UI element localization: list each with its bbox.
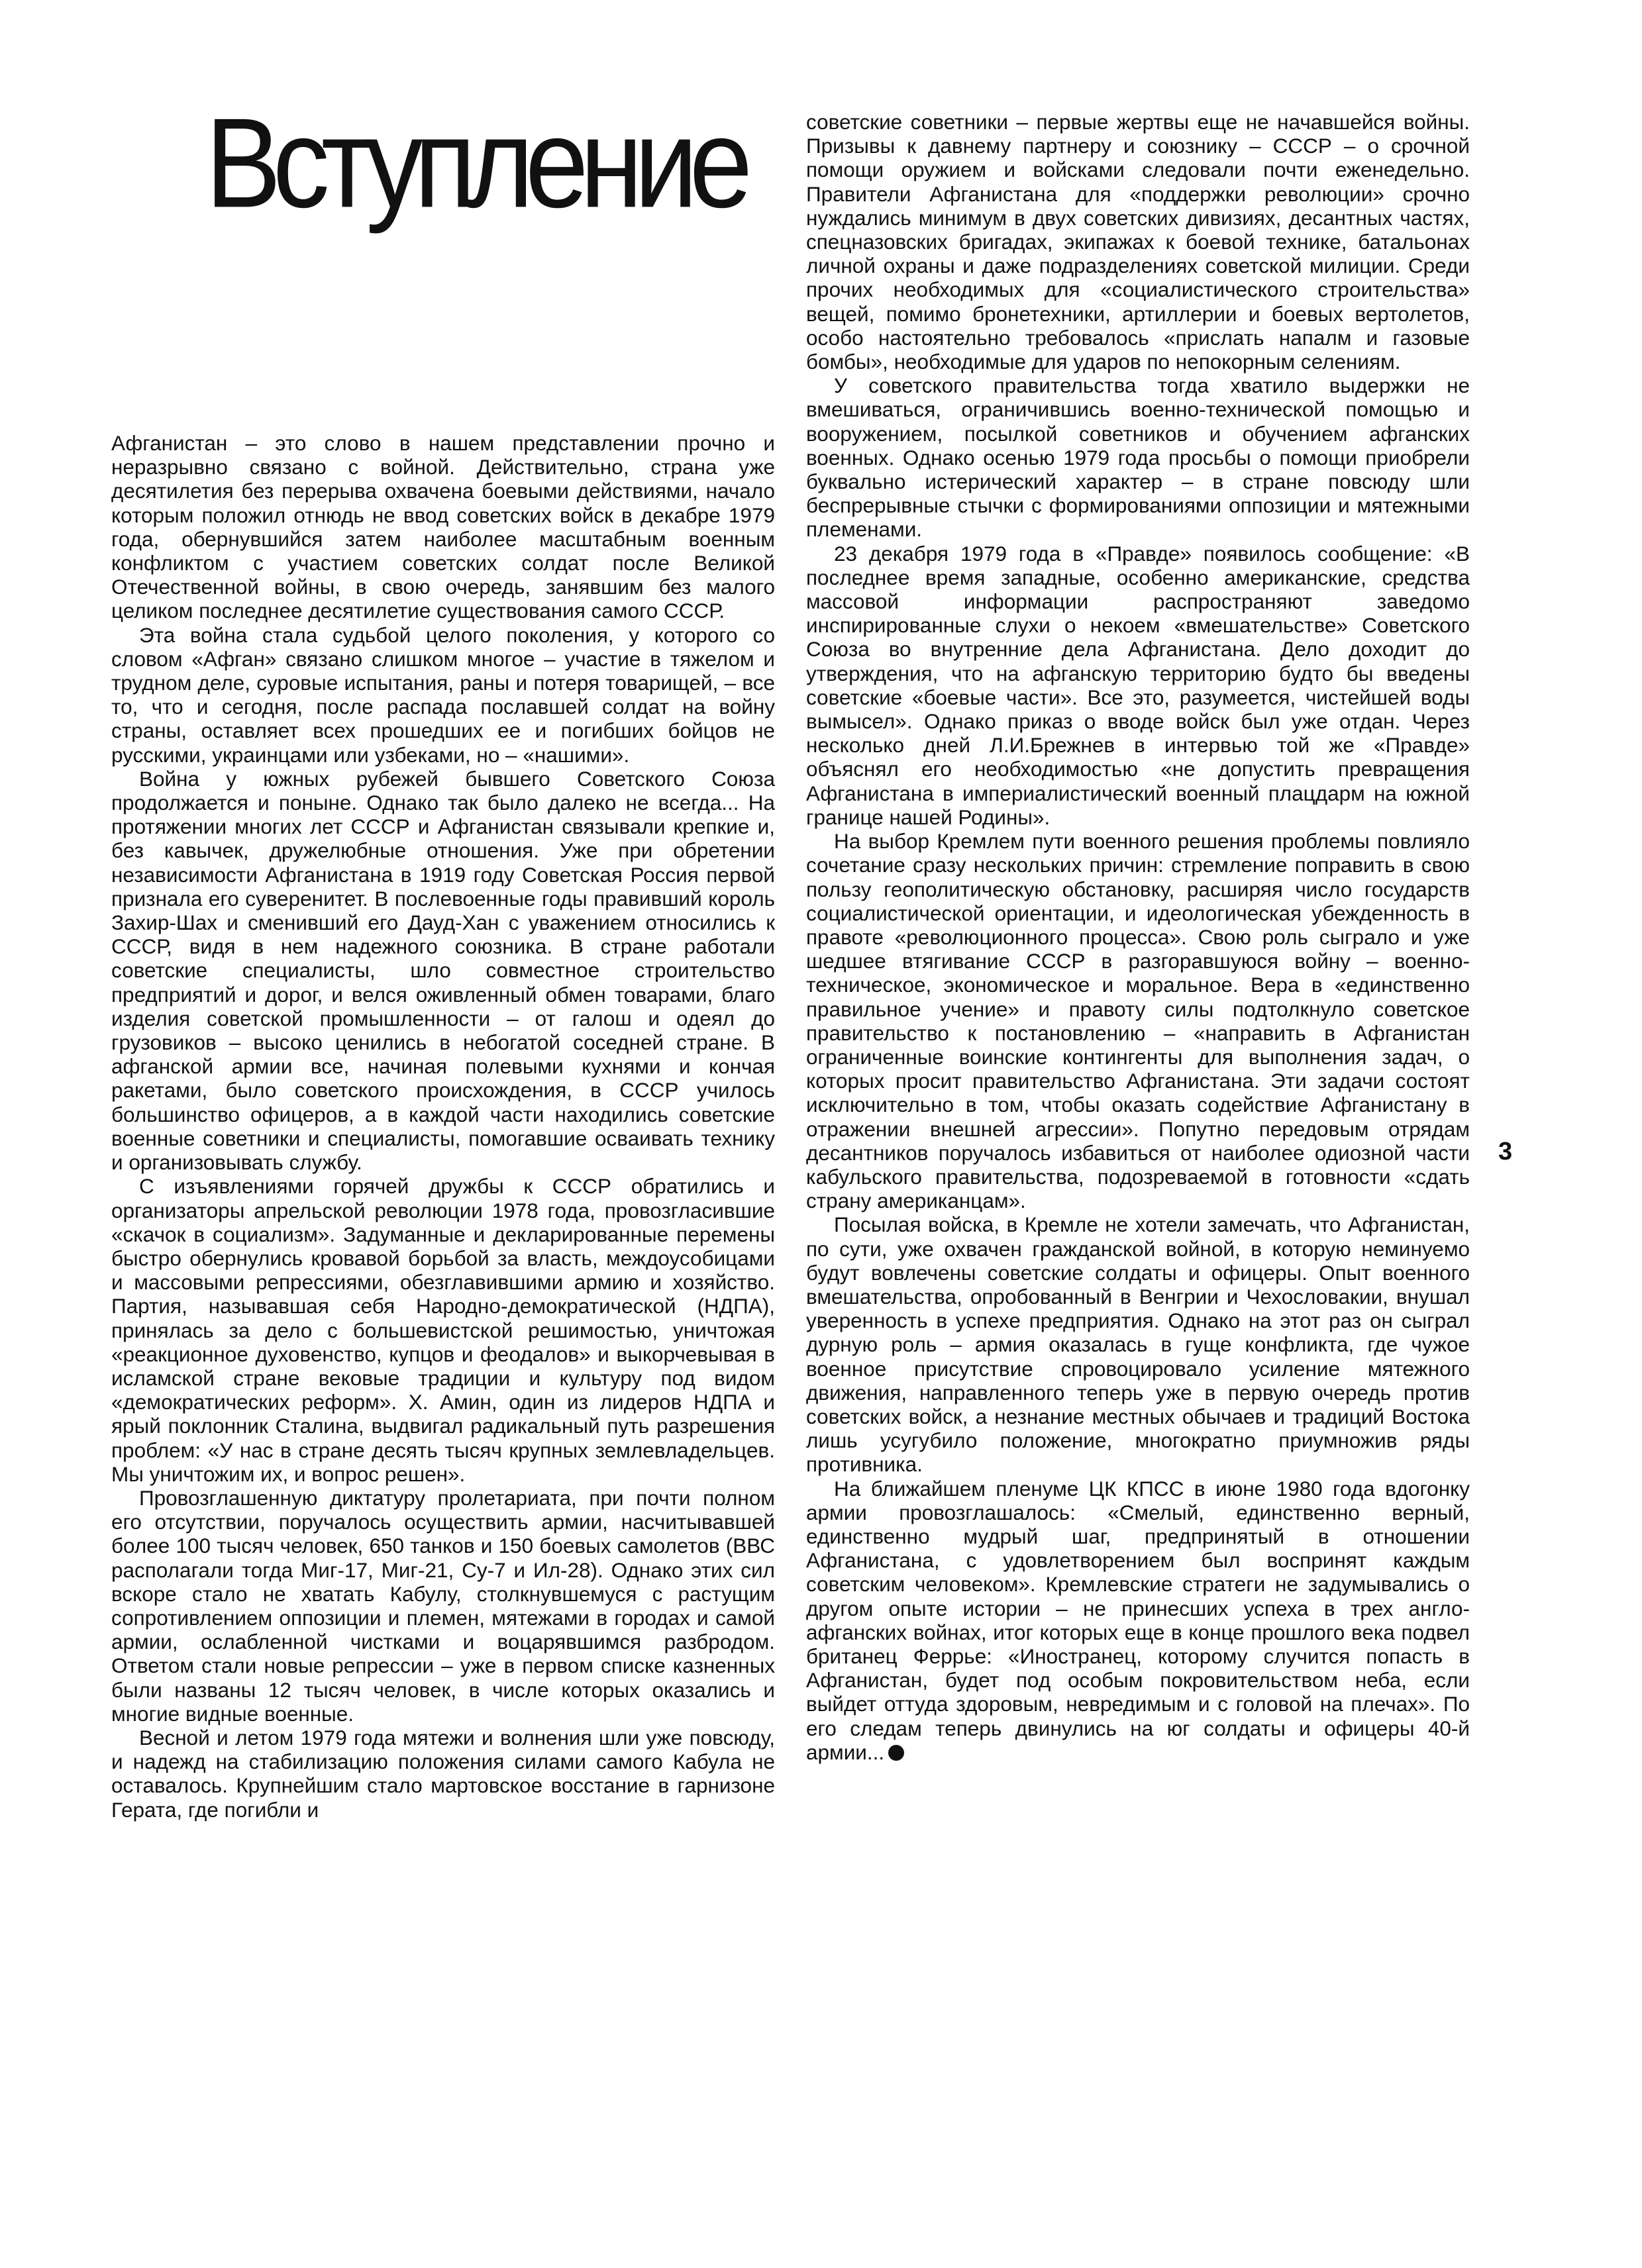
end-of-article-bullet-icon: [888, 1745, 904, 1761]
paragraph: Война у южных рубежей бывшего Советского Союза продолжается и поныне. Однако так было далеко не всегда... На протяжении многих лет СССР и Афганистан связывали крепкие и, без кавычек, дружелюбные отношения. Уже при обретении независимости Афганистана в 1919 году Советская Россия первой признала его суверенитет. В послевоенные годы правивший король Захир-Шах и сменивший его Дауд-Хан с уважением относились к СССР, видя в нем надежного союзника. В стране работали советские специалисты, шло совместное строительство предприятий и дорог, и велся оживленный обмен товарами, благо изделия советской промышленности – от галош и одеял до грузовиков – высоко ценились в небогатой соседней стране. В афганской армии все, начиная полевыми кухнями и кончая ракетами, было советского происхождения, в СССР училось большинство офицеров, а в каждой части находились советские военные советники и специалисты, помогавшие осваивать технику и организовывать службу.: [111, 766, 775, 1175]
paragraph-text: На ближайшем пленуме ЦК КПСС в июне 1980 года вдогонку армии провозглашалось: «Смелый, единственно верный, единственно мудрый шаг, предпринятый в отношении Афганистана, с удовлетворением был воспринят каждым советским человеком». Кремлевские стратеги не задумывались о другом опыте истории – не принесших успеха в трех англо-афганских войнах, итог которых еще в конце прошлого века подвел британец Феррье: «Иностранец, которому случится попасть в Афганистан, будет под особым покровительством неба, если выйдет оттуда здоровым, невредимым и с головой на плечах». По его следам теперь двинулись на юг солдаты и офицеры 40-й армии...: [806, 1476, 1470, 1764]
last-paragraph: [806, 1477, 1470, 1764]
paragraph: Весной и летом 1979 года мятежи и волнения шли уже повсюду, и надежд на стабилизацию положения силами самого Кабула не оставалось. Крупнейшим стало мартовское восстание в гарнизоне Герата, где погибли и: [111, 1725, 775, 1822]
paragraph: Эта война стала судьбой целого поколения, у которого со словом «Афган» связано слишком многое – участие в тяжелом и трудном деле, суровые испытания, раны и потеря товарищей, – все то, что и сегодня, после распада пославшей солдат на войну страны, оставляет всех прошедших ее и погибших бойцов не русскими, украинцами или узбеками, но – «нашими».: [111, 622, 775, 767]
paragraph: Посылая войска, в Кремле не хотели замечать, что Афганистан, по сути, уже охвачен гражданской войной, в которую неминуемо будут вовлечены советские солдаты и офицеры. Опыт военного вмешательства, опробованный в Венгрии и Чехословакии, внушал уверенность в успехе предприятия. Однако на этот раз он сыграл дурную роль – армия оказалась в гуще конфликта, где чужое военное присутствие спровоцировало усиление мятежного движения, направленного теперь уже в первую очередь против советских войск, а незнание местных обычаев и традиций Востока лишь усугубило положение, многократно приумножив ряды противника.: [806, 1212, 1470, 1477]
left-text-column: [111, 431, 775, 1822]
paragraph: 23 декабря 1979 года в «Правде» появилось сообщение: «В последнее время западные, особенно американские, средства массовой информации распространяют заведомо инспирированные слухи о некоем «вмешательстве» Советского Союза во внутренние дела Афганистана. Дело доходит до утверждения, что на афганскую территорию будто бы введены советские «боевые части». Все это, разумеется, чистейшей воды вымысел». Однако приказ о вводе войск был уже отдан. Через несколько дней Л.И.Брежнев в интервью той же «Правде» объяснял его необходимостью «не допустить превращения Афганистана в империалистический военный плацдарм на южной границе нашей Родины».: [806, 541, 1470, 829]
page-number: 3: [1498, 1138, 1513, 1165]
paragraph: С изъявлениями горячей дружбы к СССР обратились и организаторы апрельской революции 1978 года, провозгласившие «скачок в социализм». Задуманные и декларированные перемены быстро обернулись кровавой борьбой за власть, междоусобицами и массовыми репрессиями, обезглавившими армию и хозяйство. Партия, называвшая себя Народно-демократической (НДПА), принялась за дело с большевистской решимостью, уничтожая «реакционное духовенство, купцов и феодалов» и выкорчевывая в исламской стране вековые традиции и культуру под видом «демократических реформ». Х. Амин, один из лидеров НДПА и ярый поклонник Сталина, выдвигал радикальный путь разрешения проблем: «У нас в стране десять тысяч крупных землевладельцев. Мы уничтожим их, и вопрос решен».: [111, 1174, 775, 1486]
paragraph: Афганистан – это слово в нашем представлении прочно и неразрывно связано с войной. Действительно, страна уже десятилетия без перерыва охвачена боевыми действиями, начало которым положил отнюдь не ввод советских войск в декабре 1979 года, обернувшийся затем наиболее масштабным военным конфликтом с участием советских солдат после Великой Отечественной войны, в свою очередь, занявшим без малого целиком последнее десятилетие существования самого СССР.: [111, 431, 775, 623]
article-title: Вступление: [205, 91, 744, 234]
paragraph: На выбор Кремлем пути военного решения проблемы повлияло сочетание сразу нескольких причин: стремление поправить в свою пользу геополитическую обстановку, расширяя число государств социалистической ориентации, и идеологическая убежденность в правоте «революционного процесса». Свою роль сыграло и уже шедшее втягивание СССР в разгоравшуюся войну – военно-техническое, экономическое и моральное. Вера в «единственно правильное учение» и правоту силы подтолкнуло советское правительство к постановлению – «направить в Афганистан ограниченные воинские контингенты для выполнения задач, о которых просит правительство Афганистана. Эти задачи состоят исключительно в том, чтобы оказать содействие Афганистану в отражении внешней агрессии». Попутно передовым отрядам десантников поручалось избавиться от наиболее одиозной части кабульского правительства, подозреваемой в готовности «сдать страну американцам».: [806, 829, 1470, 1213]
paragraph: У советского правительства тогда хватило выдержки не вмешиваться, ограничившись военно-технической помощью и вооружением, посылкой советников и обучением афганских военных. Однако осенью 1979 года просьбы о помощи приобрели буквально истерический характер – в стране повсюду шли беспрерывные стычки с формированиями оппозиции и мятежными племенами.: [806, 373, 1470, 542]
paragraph: Провозглашенную диктатуру пролетариата, при почти полном его отсутствии, поручалось осуществить армии, насчитывавшей более 100 тысяч человек, 650 танков и 150 боевых самолетов (ВВС располагали тогда Миг-17, Миг-21, Су-7 и Ил-28). Однако этих сил вскоре стало не хватать Кабулу, столкнувшемуся с растущим сопротивлением оппозиции и племен, мятежами в городах и самой армии, ослабленной чистками и воцарявшимся разбродом. Ответом стали новые репрессии – уже в первом списке казненных были названы 12 тысяч человек, в числе которых оказались и многие видные военные.: [111, 1485, 775, 1726]
right-text-column: [806, 110, 1470, 1764]
paragraph: советские советники – первые жертвы еще не начавшейся войны. Призывы к давнему партнеру и союзнику – СССР – о срочной помощи оружием и войсками следовали почти еженедельно. Правители Афганистана для «поддержки революции» срочно нуждались минимум в двух советских дивизиях, десантных частях, спецназовских бригадах, экипажах к боевой технике, батальонах личной охраны и даже подразделениях советской милиции. Среди прочих необходимых для «социалистического строительства» вещей, помимо бронетехники, артиллерии и боевых вертолетов, особо настоятельно требовалось «прислать напалм и газовые бомбы», необходимые для ударов по непокорным селениям.: [806, 110, 1470, 374]
